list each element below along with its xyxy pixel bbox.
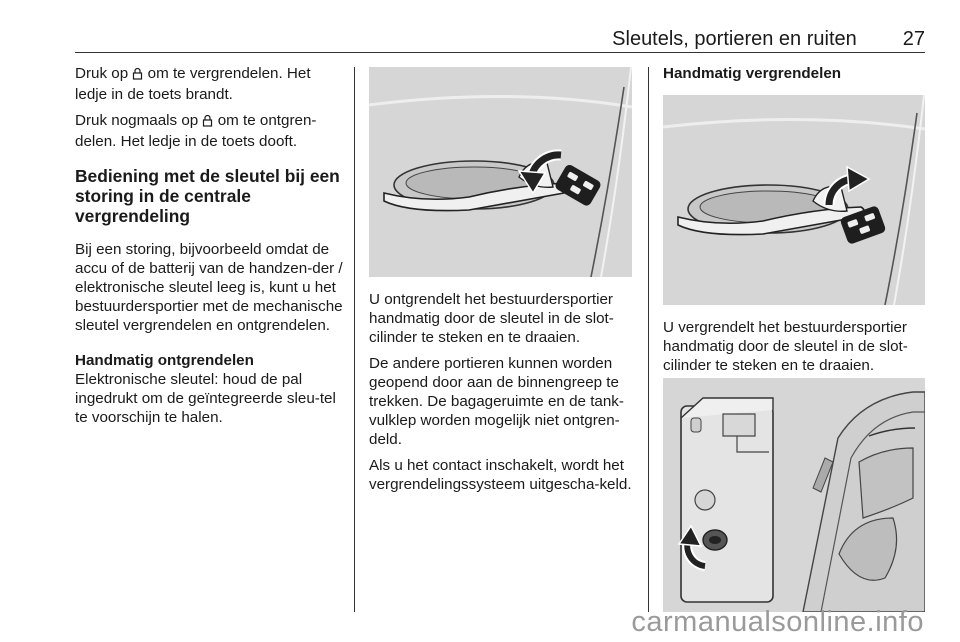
column-divider-2 (648, 67, 649, 612)
column-3 (663, 64, 925, 83)
column-divider-1 (354, 67, 355, 612)
ignition-paragraph: Als u het contact inschakelt, wordt het vergrendelingssysteem uitgescha-keld. (369, 457, 632, 493)
lock-instructions: U vergrendelt het bestuurdersportier handmatig door de sleutel in de slot-cilinder te steken en te draaien. (663, 319, 908, 374)
column-1 (75, 64, 343, 434)
door-handle-lock-illustration (663, 95, 925, 305)
column-2 (369, 290, 633, 501)
page-number: 27 (902, 28, 925, 50)
subheading-lock: Handmatig vergrendelen (663, 65, 842, 82)
electronic-key-paragraph: Elektronische sleutel: houd de pal ingedrukt om de geïntegreerde sleu-tel te voorschijn te halen. (75, 371, 336, 426)
door-lock-cylinder-illustration (663, 378, 925, 612)
other-doors-paragraph: De andere portieren kunnen worden geopend door aan de binnengreep te trekken. De bagageruimte en de tank-vulklep worden mogelijk niet ontgren-deld. (369, 355, 624, 448)
subheading-unlock: Handmatig ontgrendelen (75, 352, 254, 369)
unlock-paragraph: Druk nogmaals op om te ontgren-delen. Het ledje in de toets dooft. (75, 112, 317, 150)
column-3-body (663, 318, 925, 382)
failure-paragraph: Bij een storing, bijvoorbeeld omdat de accu of de batterij van de handzen-der / elektronische sleutel leeg is, kunt u het bestuurdersportier met de mechanische sleutel vergrendelen en ontgrendelen. (75, 241, 343, 334)
unlock-instructions: U ontgrendelt het bestuurdersportier handmatig door de sleutel in de slot-cilinder te steken en te draaien. (369, 291, 614, 346)
section-heading: Bediening met de sleutel bij een storing in de centrale vergrendeling (75, 166, 340, 226)
watermark: carmanualsonline.info (631, 606, 924, 638)
page-header (75, 28, 925, 54)
page-title: Sleutels, portieren en ruiten (612, 28, 857, 50)
lock-paragraph: Druk op om te vergrendelen. Het ledje in de toets brandt. (75, 65, 311, 103)
lock-icon (202, 113, 213, 132)
lock-icon (132, 66, 143, 85)
door-handle-unlock-illustration (369, 67, 632, 277)
header-rule (75, 52, 925, 53)
